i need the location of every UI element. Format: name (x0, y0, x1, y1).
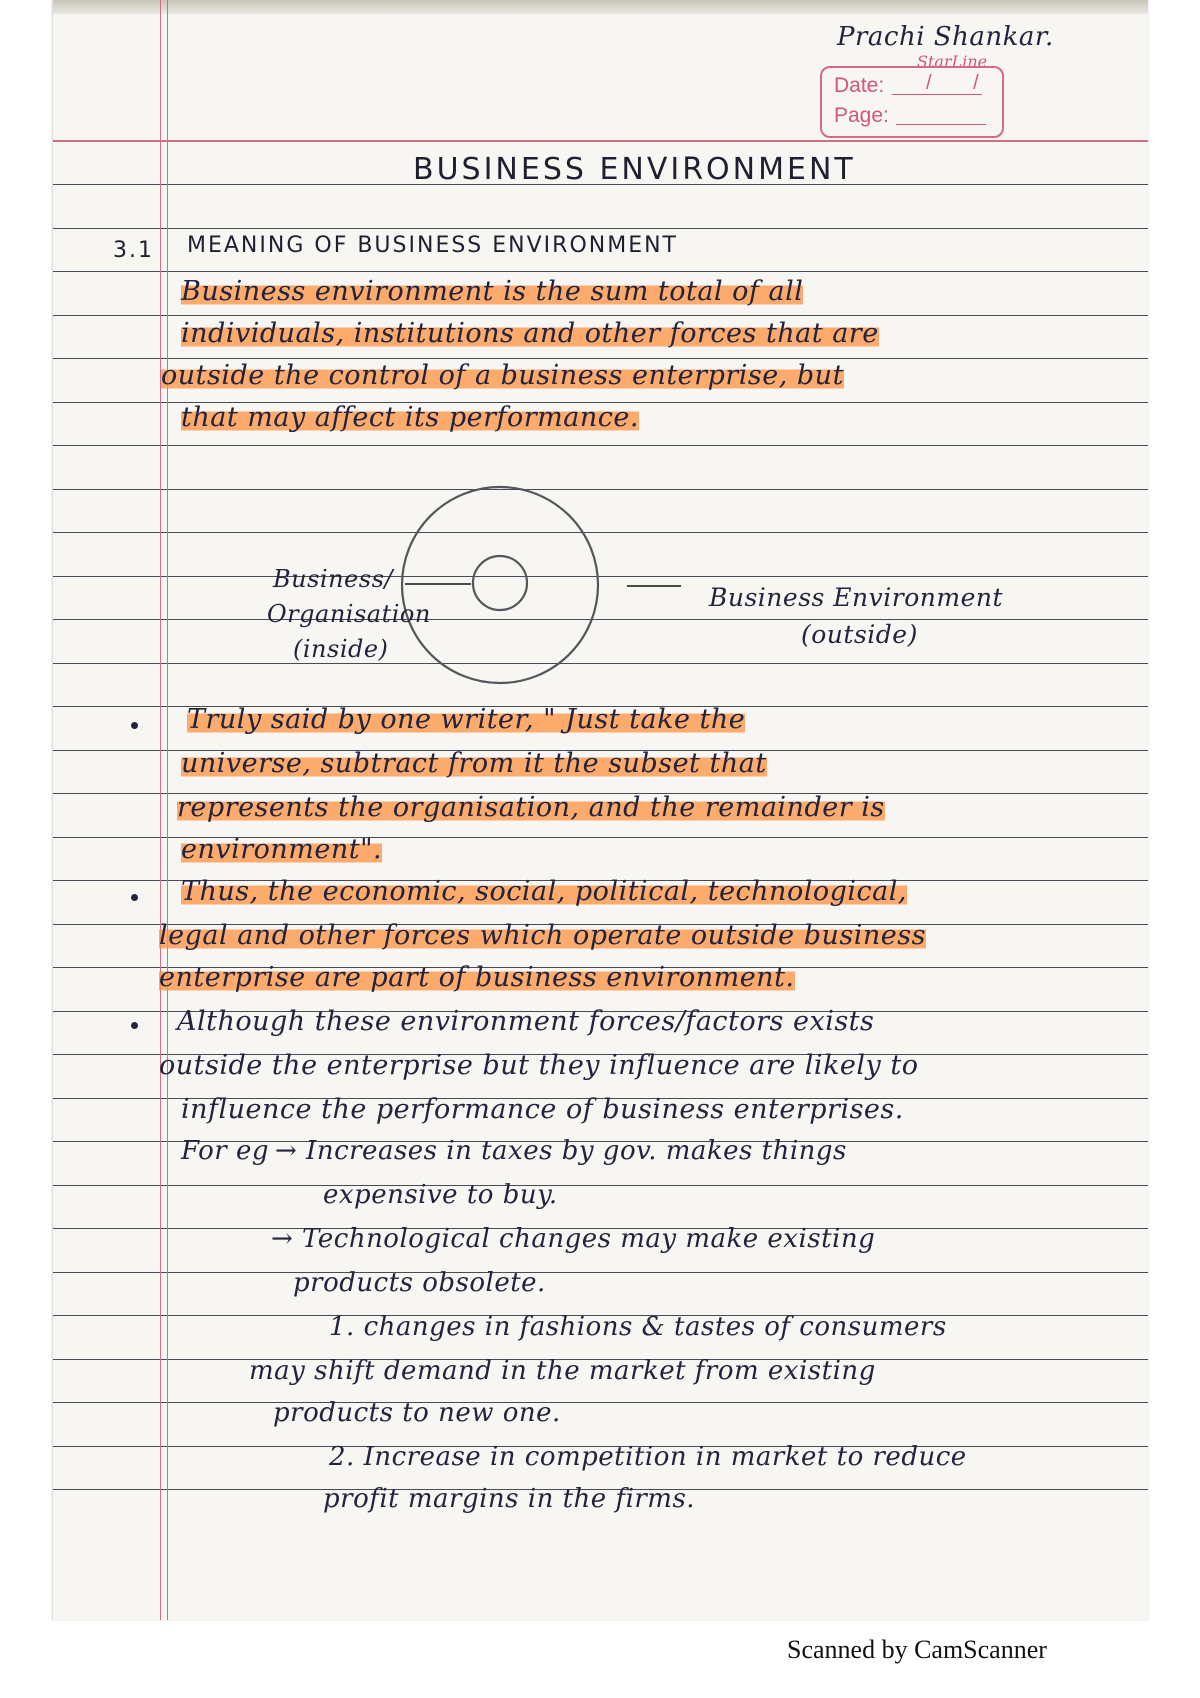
date-label: Date: (834, 74, 885, 97)
bullet-1-line-1: Truly said by one writer, " Just take the (187, 704, 746, 735)
diagram-outer-label-2: (outside) (801, 620, 918, 649)
page-title: BUSINESS ENVIRONMENT (413, 152, 856, 187)
bullet-2-line-1: Thus, the economic, social, political, technological, (181, 876, 907, 907)
author-name: Prachi Shankar. (837, 22, 1054, 52)
bullet-1-line-4: environment". (181, 834, 383, 865)
ruled-line (53, 358, 1148, 359)
diagram-outer-label-1: Business Environment (709, 583, 1004, 612)
ruled-line (53, 1185, 1148, 1186)
example-1-line-2: expensive to buy. (323, 1180, 558, 1210)
definition-line-1: Business environment is the sum total of all (181, 276, 804, 307)
ruled-line (53, 228, 1148, 229)
inner-circle-organisation (473, 556, 527, 610)
outer-circle-environment (402, 487, 598, 683)
bullet-3-line-3: influence the performance of business enterprises. (181, 1094, 904, 1125)
scan-top-edge (53, 0, 1148, 14)
example-2-line-2: products obsolete. (293, 1268, 546, 1298)
diagram-inner-label-3: (inside) (293, 635, 389, 663)
sub-point-1-line-3: products to new one. (273, 1398, 561, 1428)
diagram-inner-label-1: Business/ (273, 565, 393, 593)
bullet-2-line-3: enterprise are part of business environment. (159, 962, 795, 993)
bullet-1-line-2: universe, subtract from it the subset that (181, 748, 767, 779)
example-2-line-1: → Technological changes may make existing (271, 1224, 876, 1254)
sub-point-2-line-2: profit margins in the firms. (323, 1484, 696, 1514)
diagram-inner-label-2: Organisation (267, 600, 431, 628)
bullet-dot-2 (131, 894, 138, 901)
bullet-dot-1 (131, 722, 138, 729)
ruled-line (53, 1402, 1148, 1403)
scanner-watermark: Scanned by CamScanner (787, 1635, 1047, 1664)
sub-point-2-line-1: 2. Increase in competition in market to reduce (329, 1442, 967, 1472)
example-prefix: For eg (181, 1136, 269, 1166)
header-rule (53, 140, 1148, 142)
bullet-2-line-2: legal and other forces which operate outside business (159, 920, 926, 951)
sub-point-1-line-2: may shift demand in the market from existing (249, 1356, 876, 1386)
bullet-3-line-2: outside the enterprise but they influence are likely to (159, 1050, 919, 1081)
ruled-line (53, 445, 1148, 446)
ruled-line (53, 315, 1148, 316)
definition-line-4: that may affect its performance. (181, 402, 639, 433)
definition-line-3: outside the control of a business enterprise, but (161, 360, 844, 391)
sub-point-1-line-1: 1. changes in fashions & tastes of consumers (329, 1312, 947, 1342)
page-label: Page: (834, 104, 889, 127)
bullet-1-line-3: represents the organisation, and the remainder is (177, 792, 885, 823)
notebook-brand: StarLine (917, 52, 988, 71)
page-line (896, 124, 986, 125)
definition-line-2: individuals, institutions and other forces that are (181, 318, 879, 349)
margin-line (160, 0, 168, 1620)
notebook-sheet (52, 0, 1148, 1620)
section-number: 3.1 (113, 238, 154, 263)
example-1-line-1: → Increases in taxes by gov. makes things (275, 1136, 847, 1166)
bullet-dot-3 (131, 1022, 138, 1029)
section-heading: MEANING OF BUSINESS ENVIRONMENT (187, 233, 678, 258)
date-page-stamp (820, 66, 1004, 138)
ruled-line (53, 1272, 1148, 1273)
date-value: / / (926, 72, 997, 94)
bullet-3-line-1: Although these environment forces/factors exists (177, 1006, 875, 1037)
ruled-line (53, 271, 1148, 272)
